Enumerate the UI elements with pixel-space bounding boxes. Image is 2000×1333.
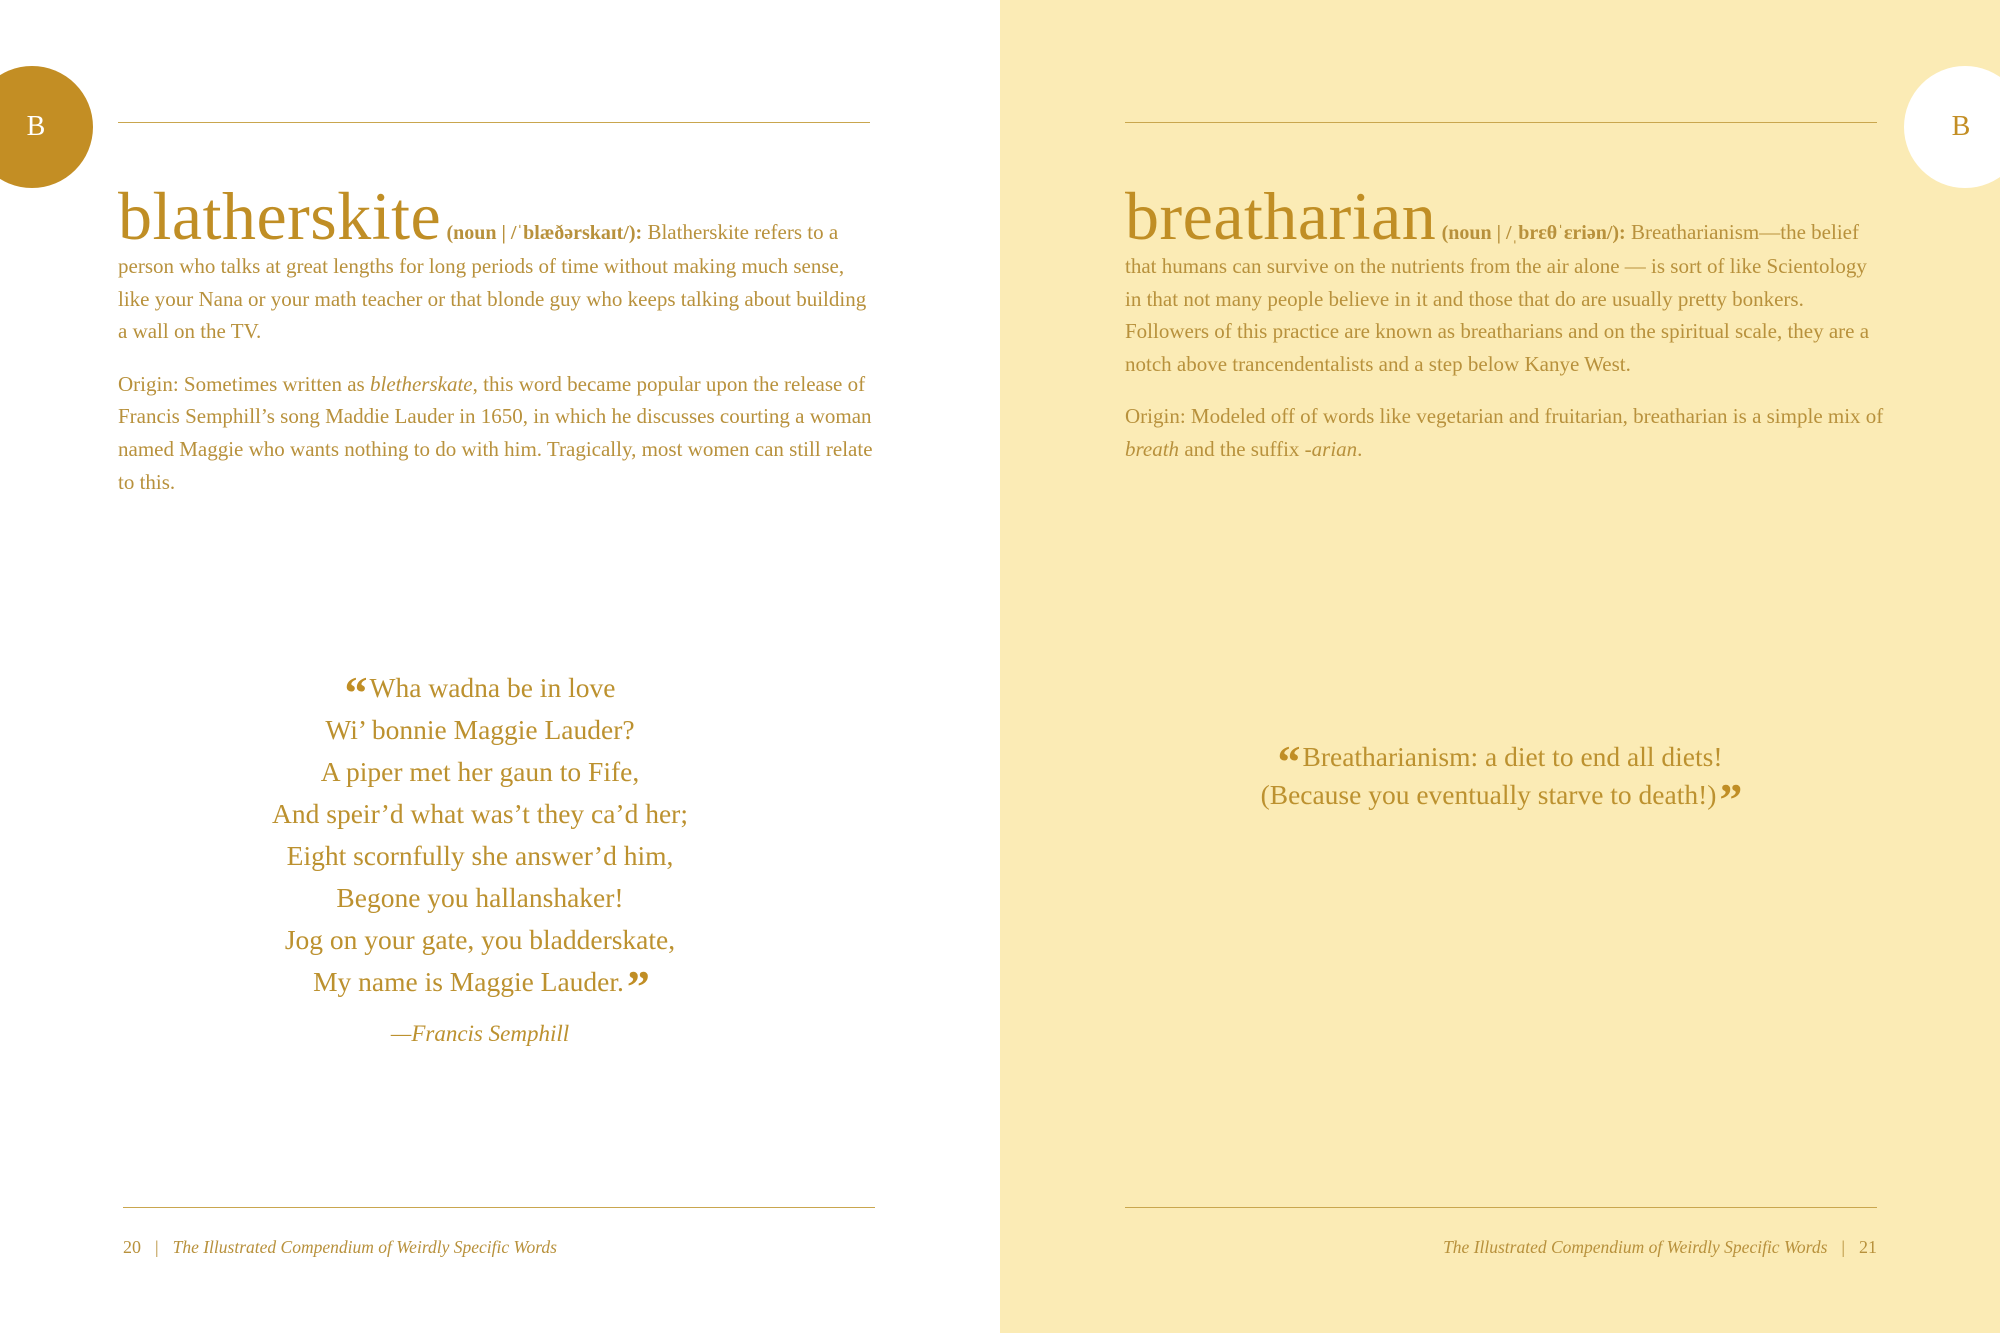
- close-quote-mark: ”: [626, 961, 647, 1012]
- quote-line: [1180, 774, 1820, 825]
- quote-attribution: —Francis Semphill: [390, 1021, 570, 1046]
- header-rule: [118, 122, 870, 123]
- origin-text: Origin: Modeled off of words like vegetarian and fruitarian, breatharian is a simple mix of: [1125, 404, 1884, 429]
- page-footer: [123, 1237, 557, 1258]
- origin-root-word: breath: [1125, 436, 1180, 461]
- page-footer: [1443, 1237, 1877, 1258]
- quote-line: Jog on your gate, you bladderskate,: [284, 924, 676, 955]
- origin-paragraph: [118, 368, 878, 498]
- pull-quote: [1180, 736, 1820, 825]
- section-letter-tab: [0, 66, 93, 188]
- open-quote-mark: “: [1277, 736, 1298, 787]
- footer-rule: [123, 1207, 875, 1208]
- pronunciation: (noun | /ˌbrɛθˈɛriən/):: [1441, 222, 1626, 244]
- origin-text: Origin: Sometimes written as: [118, 371, 370, 396]
- quote-line-text: Breatharianism: a diet to end all diets!: [1302, 741, 1723, 772]
- origin-paragraph: [1125, 400, 1885, 465]
- quote-line: [180, 667, 780, 718]
- quote-line: [180, 961, 780, 1012]
- right-page: [1000, 0, 2000, 1333]
- page-number: 20: [123, 1237, 141, 1257]
- origin-variant: bletherskate: [369, 371, 473, 396]
- entry-definition-paragraph: [1125, 178, 1885, 380]
- entry-definition-paragraph: [118, 178, 878, 348]
- page-number: 21: [1859, 1237, 1877, 1257]
- origin-text-middle: and the suffix: [1179, 436, 1305, 461]
- pronunciation: (noun | /ˈblæðərskaɪt/):: [446, 222, 643, 244]
- quote-line: [1180, 736, 1820, 787]
- book-title: The Illustrated Compendium of Weirdly Specific Words: [1443, 1237, 1828, 1257]
- section-letter: B: [1951, 111, 1971, 142]
- origin-suffix: -arian: [1304, 436, 1358, 461]
- definition-text: Blatherskite refers to a person who talks at great lengths for long periods of time without making much sense, like your Nana or your math teacher or that blonde guy who keeps talking about building a wall on the TV.: [118, 220, 867, 344]
- dictionary-entry: [118, 178, 878, 498]
- book-title: The Illustrated Compendium of Weirdly Specific Words: [172, 1237, 557, 1257]
- quote-line-text: Wha wadna be in love: [369, 672, 616, 703]
- origin-text-continued: , this word became popular upon the release of Francis Semphill’s song Maddie Lauder in 1650, in which he discusses courting a woman named Maggie who wants nothing to do with him. Tragically, most women can still relate to this.: [118, 371, 873, 494]
- quote-line: And speir’d what was’t they ca’d her;: [272, 798, 688, 829]
- quote-line: Wi’ bonnie Maggie Lauder?: [325, 714, 635, 745]
- definition-text: Breatharianism—the belief that humans can survive on the nutrients from the air alone — is sort of like Scientology in that not many people believe in it and those that do are usually pretty bonkers. Followers of this practice are known as breatharians and on the spiritual scale, they are a notch above trancendentalists and a step below Kanye West.: [1125, 220, 1870, 376]
- footer-rule: [1125, 1207, 1877, 1208]
- section-letter: B: [26, 111, 46, 142]
- footer-separator: |: [155, 1237, 159, 1257]
- origin-text-end: .: [1357, 436, 1363, 461]
- pull-quote: [180, 667, 780, 1055]
- header-rule: [1125, 122, 1877, 123]
- quote-line-text: My name is Maggie Lauder.: [313, 966, 624, 997]
- footer-separator: |: [1841, 1237, 1845, 1257]
- headword: blatherskite: [118, 178, 442, 254]
- quote-line-text: (Because you eventually starve to death!): [1260, 779, 1717, 810]
- open-quote-mark: “: [344, 667, 365, 718]
- quote-line: Begone you hallanshaker!: [336, 882, 624, 913]
- close-quote-mark: ”: [1719, 774, 1740, 825]
- dictionary-entry: [1125, 178, 1885, 466]
- section-letter-tab: [1904, 66, 2000, 188]
- quote-line: A piper met her gaun to Fife,: [320, 756, 640, 787]
- quote-line: Eight scornfully she answer’d him,: [286, 840, 674, 871]
- headword: breatharian: [1125, 178, 1437, 254]
